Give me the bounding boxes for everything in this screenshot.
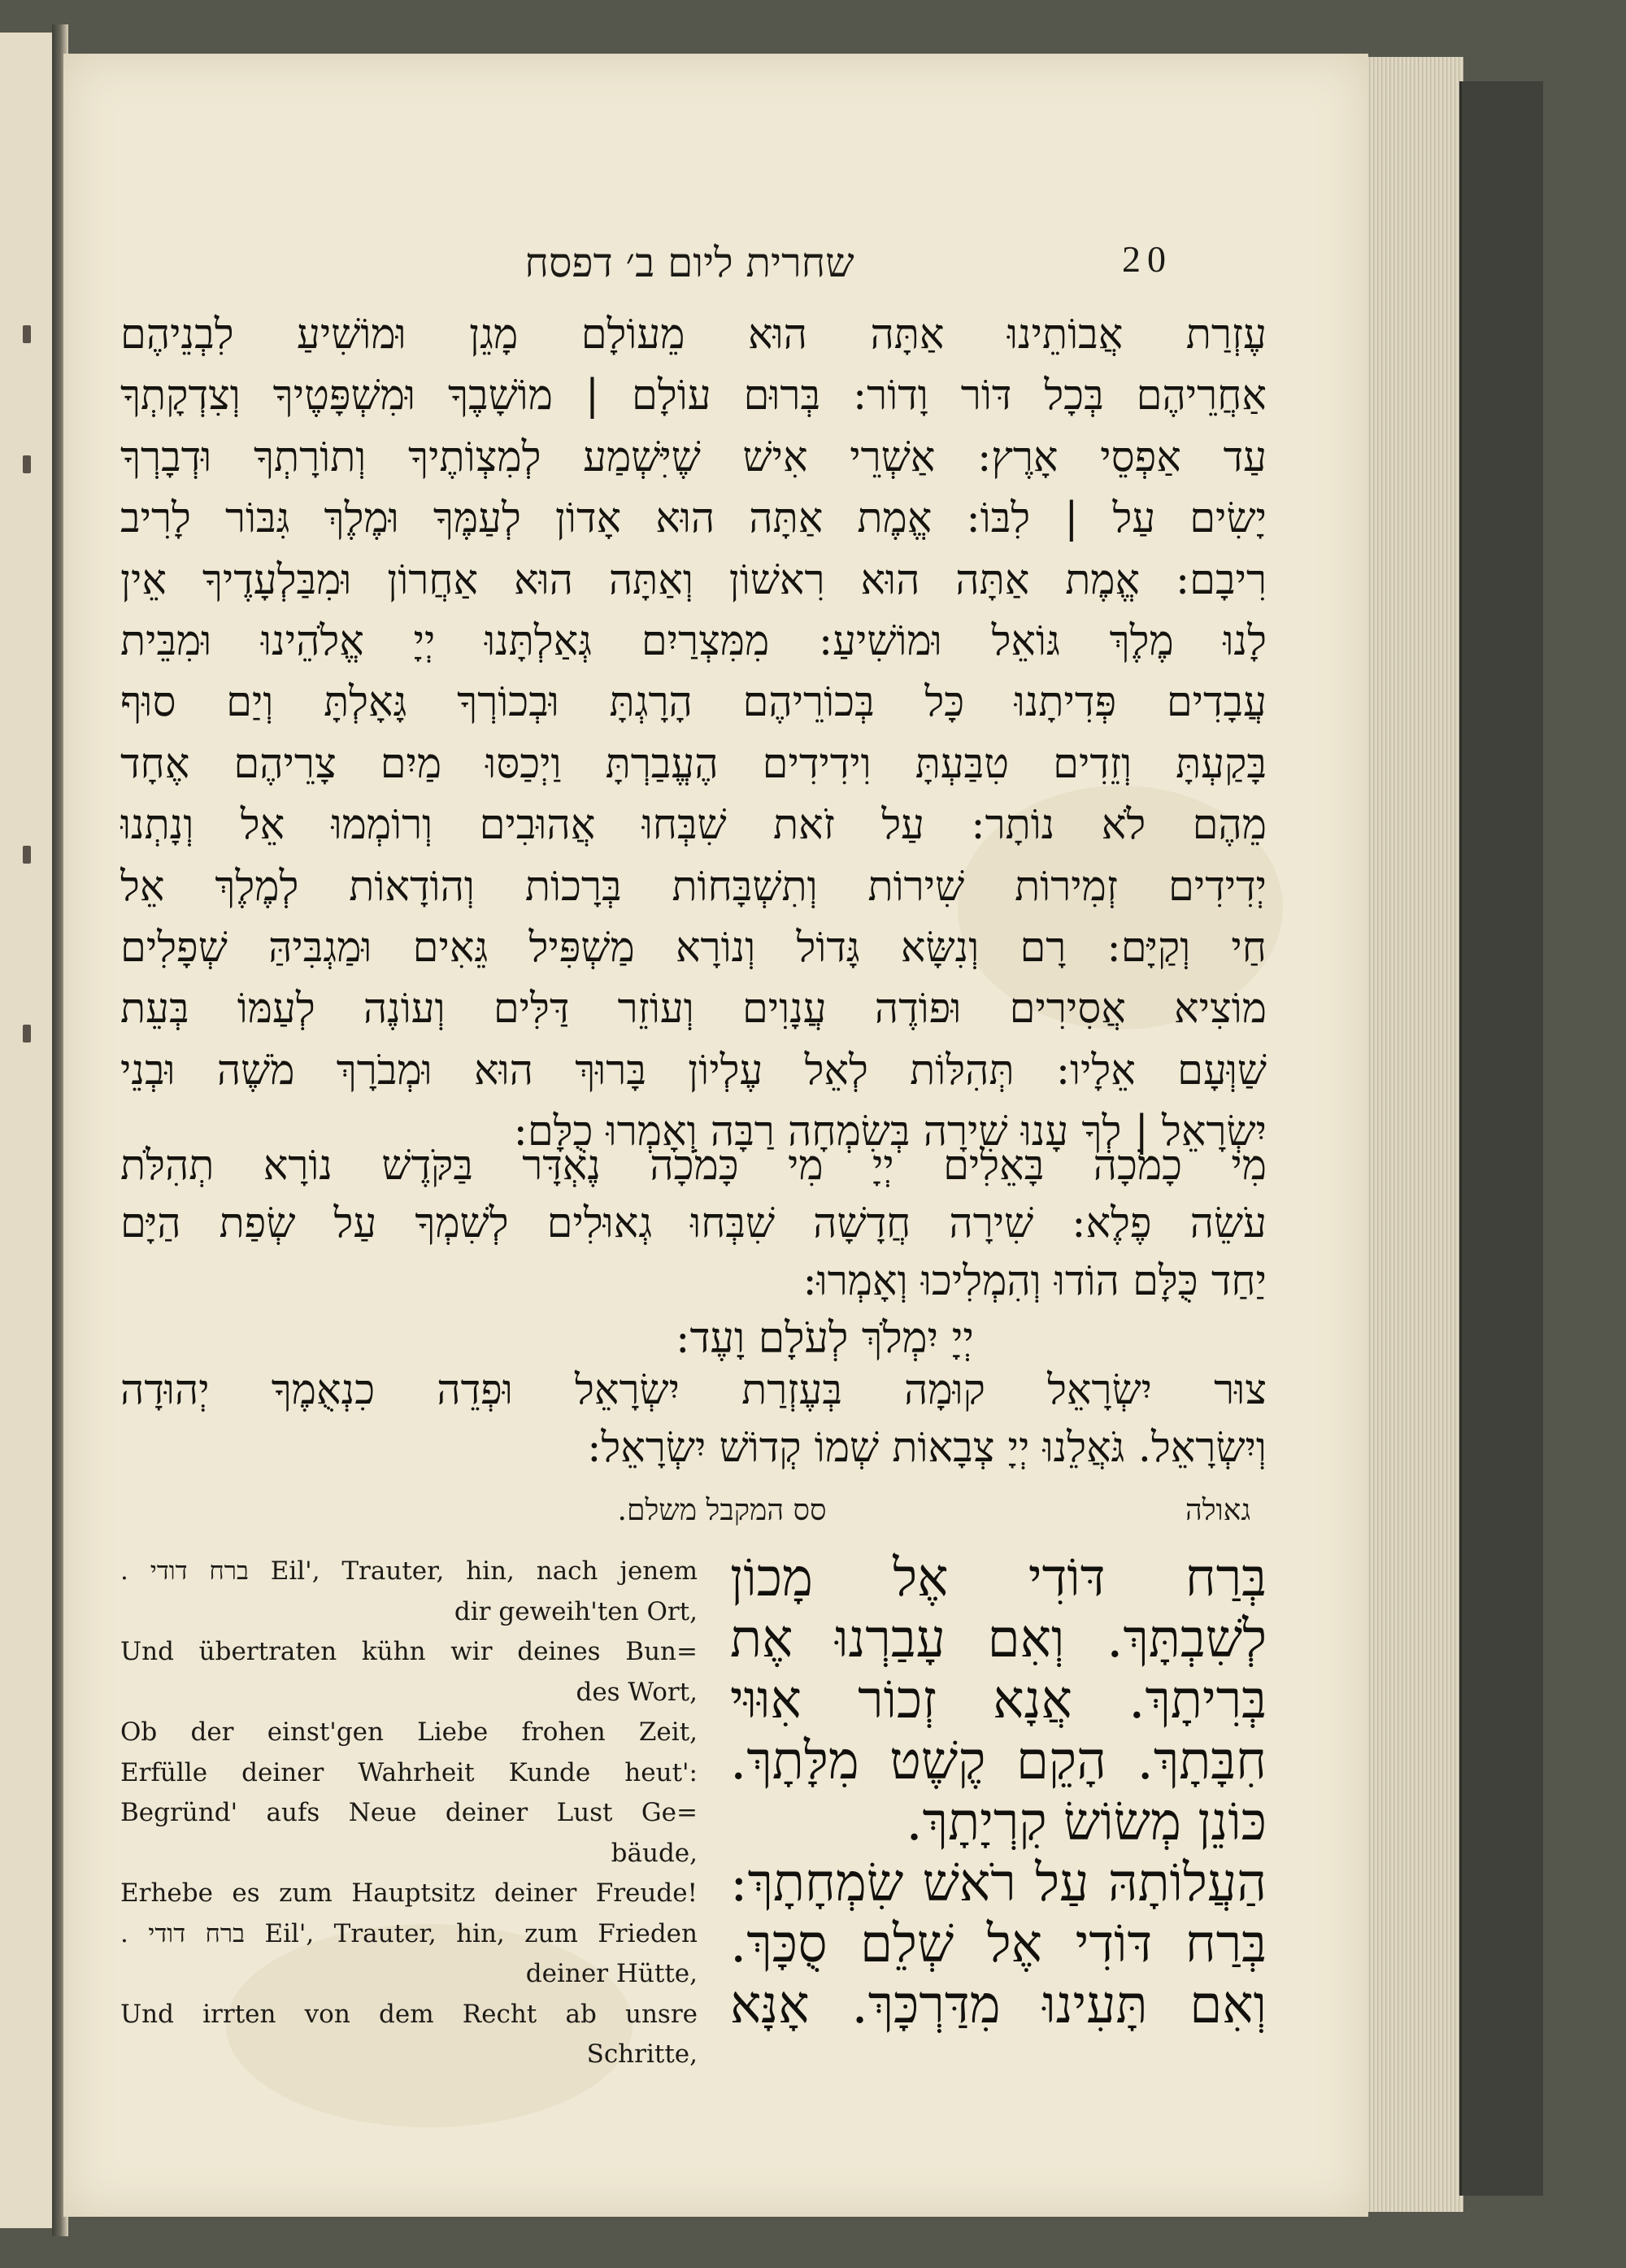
text-line: לָנוּ מֶלֶךְ גּוֹאֵל וּמוֹשִׁיעַ: מִמִּצְרַיִם גְּאַלְתָּנוּ יְיָ אֱלֹהֵינוּ וּמִבֵּית	[120, 616, 1267, 665]
page-number: 20	[1122, 238, 1172, 280]
translation-line: Und übertraten kühn wir deines Bun=	[120, 1637, 698, 1666]
text-line: וְיִשְׂרָאֵל. גֹּאֲלֵנוּ יְיָ צְבָאוֹת שְׁמוֹ קְדוֹשׁ יִשְׂרָאֵל:	[587, 1424, 1267, 1472]
text-line: אַחֲרֵיהֶם בְּכָל דּוֹר וָדוֹר: בְּרוּם עוֹלָם | מוֹשָׁבֶךָ וּמִשְׁפָּטֶיךָ וְצִדְקָתְךָ	[120, 372, 1267, 420]
translation-line: dir geweih'ten Ort,	[454, 1596, 698, 1626]
translation-line: . ברח דודי Eil', Trauter, hin, nach jenem	[120, 1556, 698, 1586]
text-line: בָּקַעְתָּ וְזֵדִים טִבַּעְתָּ וִידִידִים הֶעֱבַרְתָּ וַיְכַסּוּ מַיִם צָרֵיהֶם אֶחָד	[120, 739, 1267, 788]
text-line: חַי וְקַיָּם: רָם וְנִשָּׂא גָּדוֹל וְנוֹרָא מַשְׁפִּיל גֵּאִים וּמַגְבִּיהַּ שְׁפָלִים	[120, 923, 1267, 972]
text-line: עֹשֵׂה פֶלֶא: שִׁירָה חֲדָשָׁה שִׁבְּחוּ גְאוּלִים לְשִׁמְךָ עַל שְׂפַת הַיָּם	[120, 1199, 1267, 1247]
left-page-glyph	[23, 1025, 31, 1043]
left-page-glyph	[23, 325, 31, 343]
body-paragraph	[120, 304, 1267, 1162]
piyyut-line: חִבָּתָךְ. הָקֵם קֶשֶׁט מִלָּתָךְ.	[730, 1731, 1267, 1791]
text-line: יָשִׂים עַל | לִבּוֹ: אֱמֶת אַתָּה הוּא אָדוֹן לְעַמֶּךָ וּמֶלֶךְ גִּבּוֹר לָרִיב	[120, 494, 1267, 543]
translation-line: . ברח דודי Eil', Trauter, hin, zum Frieden	[120, 1918, 698, 1948]
text-line: יִשְׂרָאֵל | לְךָ עָנוּ שִׁירָה בְּשִׂמְחָה רַבָּה וְאָמְרוּ כֻלָּם:	[513, 1108, 1267, 1156]
acrostic-note: סס המקבל משלם.	[617, 1494, 827, 1527]
text-line: יְדִידִים זְמִירוֹת שִׁירוֹת וְתִשְׁבָּחוֹת בְּרָכוֹת וְהוֹדָאוֹת לְמֶלֶךְ אֵל	[120, 862, 1267, 911]
left-page-glyph	[23, 846, 31, 864]
text-line: צוּר יִשְׂרָאֵל קוּמָה בְּעֶזְרַת יִשְׂרָאֵל וּפְדֵה כִנְאֻמֶךָ יְהוּדָה	[120, 1366, 1267, 1414]
translation-line: des Wort,	[576, 1677, 698, 1707]
left-page-glyph	[23, 455, 31, 473]
text-line: מֵהֶם לֹא נוֹתָר: עַל זֹאת שִׁבְּחוּ אֲהוּבִים וְרוֹמְמוּ אֵל וְנָתְנוּ	[120, 801, 1267, 850]
translation-line: Erfülle deiner Wahrheit Kunde heut':	[120, 1757, 698, 1787]
piyyut-column	[730, 1548, 1267, 2036]
piyyut-line: הַעֲלוֹתָהּ עַל רֹאשׁ שִׂמְחָתָךְ:	[730, 1853, 1267, 1913]
text-line: עֲבָדִים פְּדִיתָנוּ כָּל בְּכוֹרֵיהֶם הָרָגְתָּ וּבְכוֹרְךָ גָּאָלְתָּ וְיַם סוּף	[120, 678, 1267, 727]
translation-line: Begründ' aufs Neue deiner Lust Ge=	[120, 1798, 698, 1827]
text-line: שַׁוְּעָם אֵלָיו: תְּהִלּוֹת לְאֵל עֶלְיוֹן בָּרוּךְ הוּא וּמְבֹרָךְ מֹשֶׁה וּבְנֵי	[120, 1046, 1267, 1095]
piyyut-line: בְּרַח דּוֹדִי אֶל שְׁלֵם סֻכָּךְ.	[730, 1914, 1267, 1974]
piyyut-line: בְּרַח דּוֹדִי אֶל מָכוֹן	[730, 1548, 1267, 1608]
page-stack-edges	[1366, 57, 1463, 2212]
translation-line: Ob der einst'gen Liebe frohen Zeit,	[120, 1717, 698, 1747]
translation-line: Und irrten von dem Recht ab unsre	[120, 1999, 698, 2029]
mi-chamocha-paragraph	[120, 1137, 1267, 1310]
german-translation-column	[120, 1552, 698, 2075]
piyyut-line: וְאִם תָּעִינוּ מִדַּרְכָּךְ. אָנָּא	[730, 1975, 1267, 2035]
book-page	[63, 54, 1368, 2217]
text-line: יַחַד כֻּלָּם הוֹדוּ וְהִמְלִיכוּ וְאָמְרוּ:	[802, 1257, 1267, 1305]
left-page-edge	[0, 33, 59, 2228]
text-line: עֶזְרַת אֲבוֹתֵינוּ אַתָּה הוּא מֵעוֹלָם מָגֵן וּמוֹשִׁיעַ לִבְנֵיהֶם	[120, 311, 1267, 359]
piyyut-line: כּוֹנֵן מְשׂוֹשׂ קִרְיָתָךְ.	[906, 1792, 1267, 1852]
translation-line: bäude,	[611, 1838, 698, 1868]
page-content	[63, 54, 1368, 2217]
translation-line: Schritte,	[586, 2039, 698, 2069]
translation-line: Erhebe es zum Hauptsitz deiner Freude!	[120, 1878, 698, 1908]
piyyut-line: בְּרִיתָךְ. אֲנָא זְכוֹר אִוּוּי	[730, 1670, 1267, 1730]
text-line: מִי כָמֹכָה בָּאֵלִים יְיָ מִי כָּמֹכָה נֶאְדָּר בַּקֹּדֶשׁ נוֹרָא תְהִלֹּת	[120, 1142, 1267, 1190]
piyyut-line: לְשִׁבְתָּךְ. וְאִם עָבַרְנוּ אֶת	[730, 1609, 1267, 1669]
text-line: עַד אַפְסֵי אָרֶץ: אַשְׁרֵי אִישׁ שֶׁיִּשְׁמַע לְמִצְוֹתֶיךָ וְתוֹרָתְךָ וּדְבָרְךָ	[120, 433, 1267, 481]
back-board	[1459, 81, 1543, 2196]
running-head: שחרית ליום ב׳ דפסח	[524, 239, 854, 286]
response-verse: יְיָ יִמְלֹךְ לְעֹלָם וָעֶד:	[676, 1314, 974, 1363]
text-line: מוֹצִיא אֲסִירִים וּפוֹדֶה עֲנָוִים וְעוֹזֵר דַּלִּים וְעוֹנֶה לְעַמּוֹ בְּעֵת	[120, 985, 1267, 1034]
text-line: רִיבָם: אֱמֶת אַתָּה הוּא רִאשׁוֹן וְאַתָּה הוּא אַחֲרוֹן וּמִבַּלְעָדֶיךָ אֵין	[120, 555, 1267, 604]
translation-line: deiner Hütte,	[525, 1959, 698, 1988]
tzur-yisrael-paragraph	[120, 1361, 1267, 1477]
section-label: גאולה	[1185, 1494, 1251, 1527]
